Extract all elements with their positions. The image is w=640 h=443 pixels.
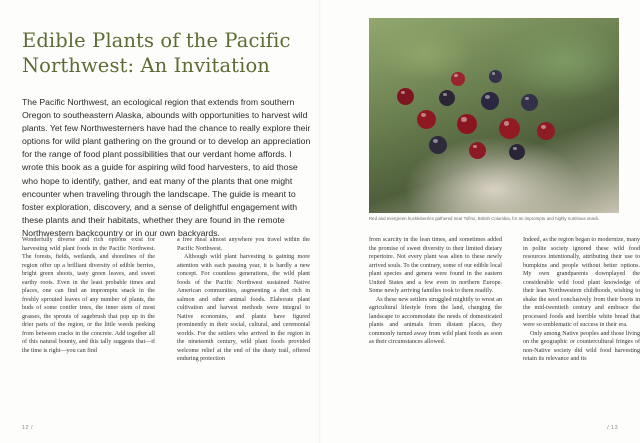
berry-dark (509, 144, 525, 160)
paragraph: a free meal almost anywhere you travel within the Pacific Northwest. (177, 237, 310, 252)
berry-red (397, 88, 414, 105)
paragraph: Although wild plant harvesting is gaining more attention with each passing year, it is hardly a new concept. For countless generations, the wild plant foods of the Pacific Northwest sustained Native American communities, augmenting a diet rich in salmon and other animal foods. Elaborate plant cultivation and harvest methods were integral to Native economies, and plants have figured prominently in their social, cultural, and ceremonial worlds. For the settlers who arrived in the region in the nineteenth century, wild plant foods provided welcome relief at the end of the dusty trail, offered enduring protection (177, 254, 310, 362)
photo-image (369, 18, 619, 213)
paragraph: Indeed, as the region began to modernize, many in polite society ignored these wild food resources intentionally, attributing their use to bumpkins and people without better options. My own grandparents downplayed the considerable wild food plant knowledge of their lean Northwestern childhoods, wishing to shake the seed conclusively from their boots in the mid-twentieth century and embrace the processed foods and horrible white bread that were so emblematic of success in their era. (523, 237, 640, 328)
berry-red (457, 114, 477, 134)
paragraph: Wonderfully diverse and rich options exist for harvesting wild plant foods in the Pacific Northwest. The forests, fields, wetlands, and shorelines of the region offer up a brilliant diversity of edible berries, bright green shoots, tasty green leaves, and sweet earthy roots. Even in the least probable times and places, one can find an impromptu snack in the freshly sprouted leaves of any number of plants, the buds of some conifer trees, the inner stem of most grasses, the sprouts of sagebrush that pop up in the drier parts of the region, or the little weeds peeking from between cracks in the concrete. Add together all of this natural bounty, and this tally suggests that—if the time is right—you can find (22, 237, 155, 354)
paragraph: As these new settlers struggled mightily to wrest an agricultural lifestyle from the land, changing the landscape to accommodate the needs of domesticated plants and animals from distant places, they commonly turned away from wild plant foods as soon as their circumstances allowed. (369, 296, 502, 345)
paragraph: Only among Native peoples and those living on the geographic or countercultural fringes of non-Native society did wild food harvesting retain its relevance and its (523, 330, 640, 362)
photo-caption: Red and evergreen huckleberries gathered near Tofino, British Columbia, for an impromptu and highly nutritious snack. (369, 216, 600, 221)
paragraph: from scarcity in the lean times, and sometimes added the promise of sweet diversity to their limited dietary repertoire. Not every plant was alien to these newly arrived souls. To the contrary, some of our edible local plant species and genera were found in the eastern United States and a few even in northern Europe. Some newly arriving families took to them readily. (369, 237, 502, 294)
berry-dark (481, 92, 499, 110)
berry-dark (439, 90, 455, 106)
page-title: Edible Plants of the Pacific Northwest: An Invitation (22, 29, 291, 77)
berry-dark (429, 136, 447, 154)
berry-red (469, 142, 486, 159)
body-columns (22, 236, 640, 408)
berry-red (417, 110, 436, 129)
intro-paragraph: The Pacific Northwest, an ecological region that extends from southern Oregon to southeastern Alaska, abounds with opportunities to harvest wild plants. Yet few Northwesterners have had the chance to really explore their options for wild plant gathering on the ground or to develop an appreciation for the range of food plant possibilities that our verdant home affords. I wrote this book as a guide for aspiring wild food harvesters, to aid those who hope to identify, gather, and eat many of the plants that one might encounter when traveling through the landscape. The guide is meant to foster exploration, discovery, and a sense of delightful engagement with these plants and their habitats, whether they are found in the remote Northwestern backcountry or in our own backyards. (22, 97, 311, 238)
body-column-3 (369, 236, 502, 347)
folio-right: / 13 (607, 425, 618, 431)
hero-photo (369, 18, 619, 213)
berry-red (451, 72, 465, 86)
berry-red (499, 118, 520, 139)
folio-left: 12 / (22, 425, 33, 431)
body-column-1 (22, 236, 155, 355)
berry-red (537, 122, 555, 140)
body-column-4 (523, 236, 640, 364)
body-column-2 (177, 236, 310, 364)
berry-dark (521, 94, 538, 111)
berry-dark (489, 70, 502, 83)
